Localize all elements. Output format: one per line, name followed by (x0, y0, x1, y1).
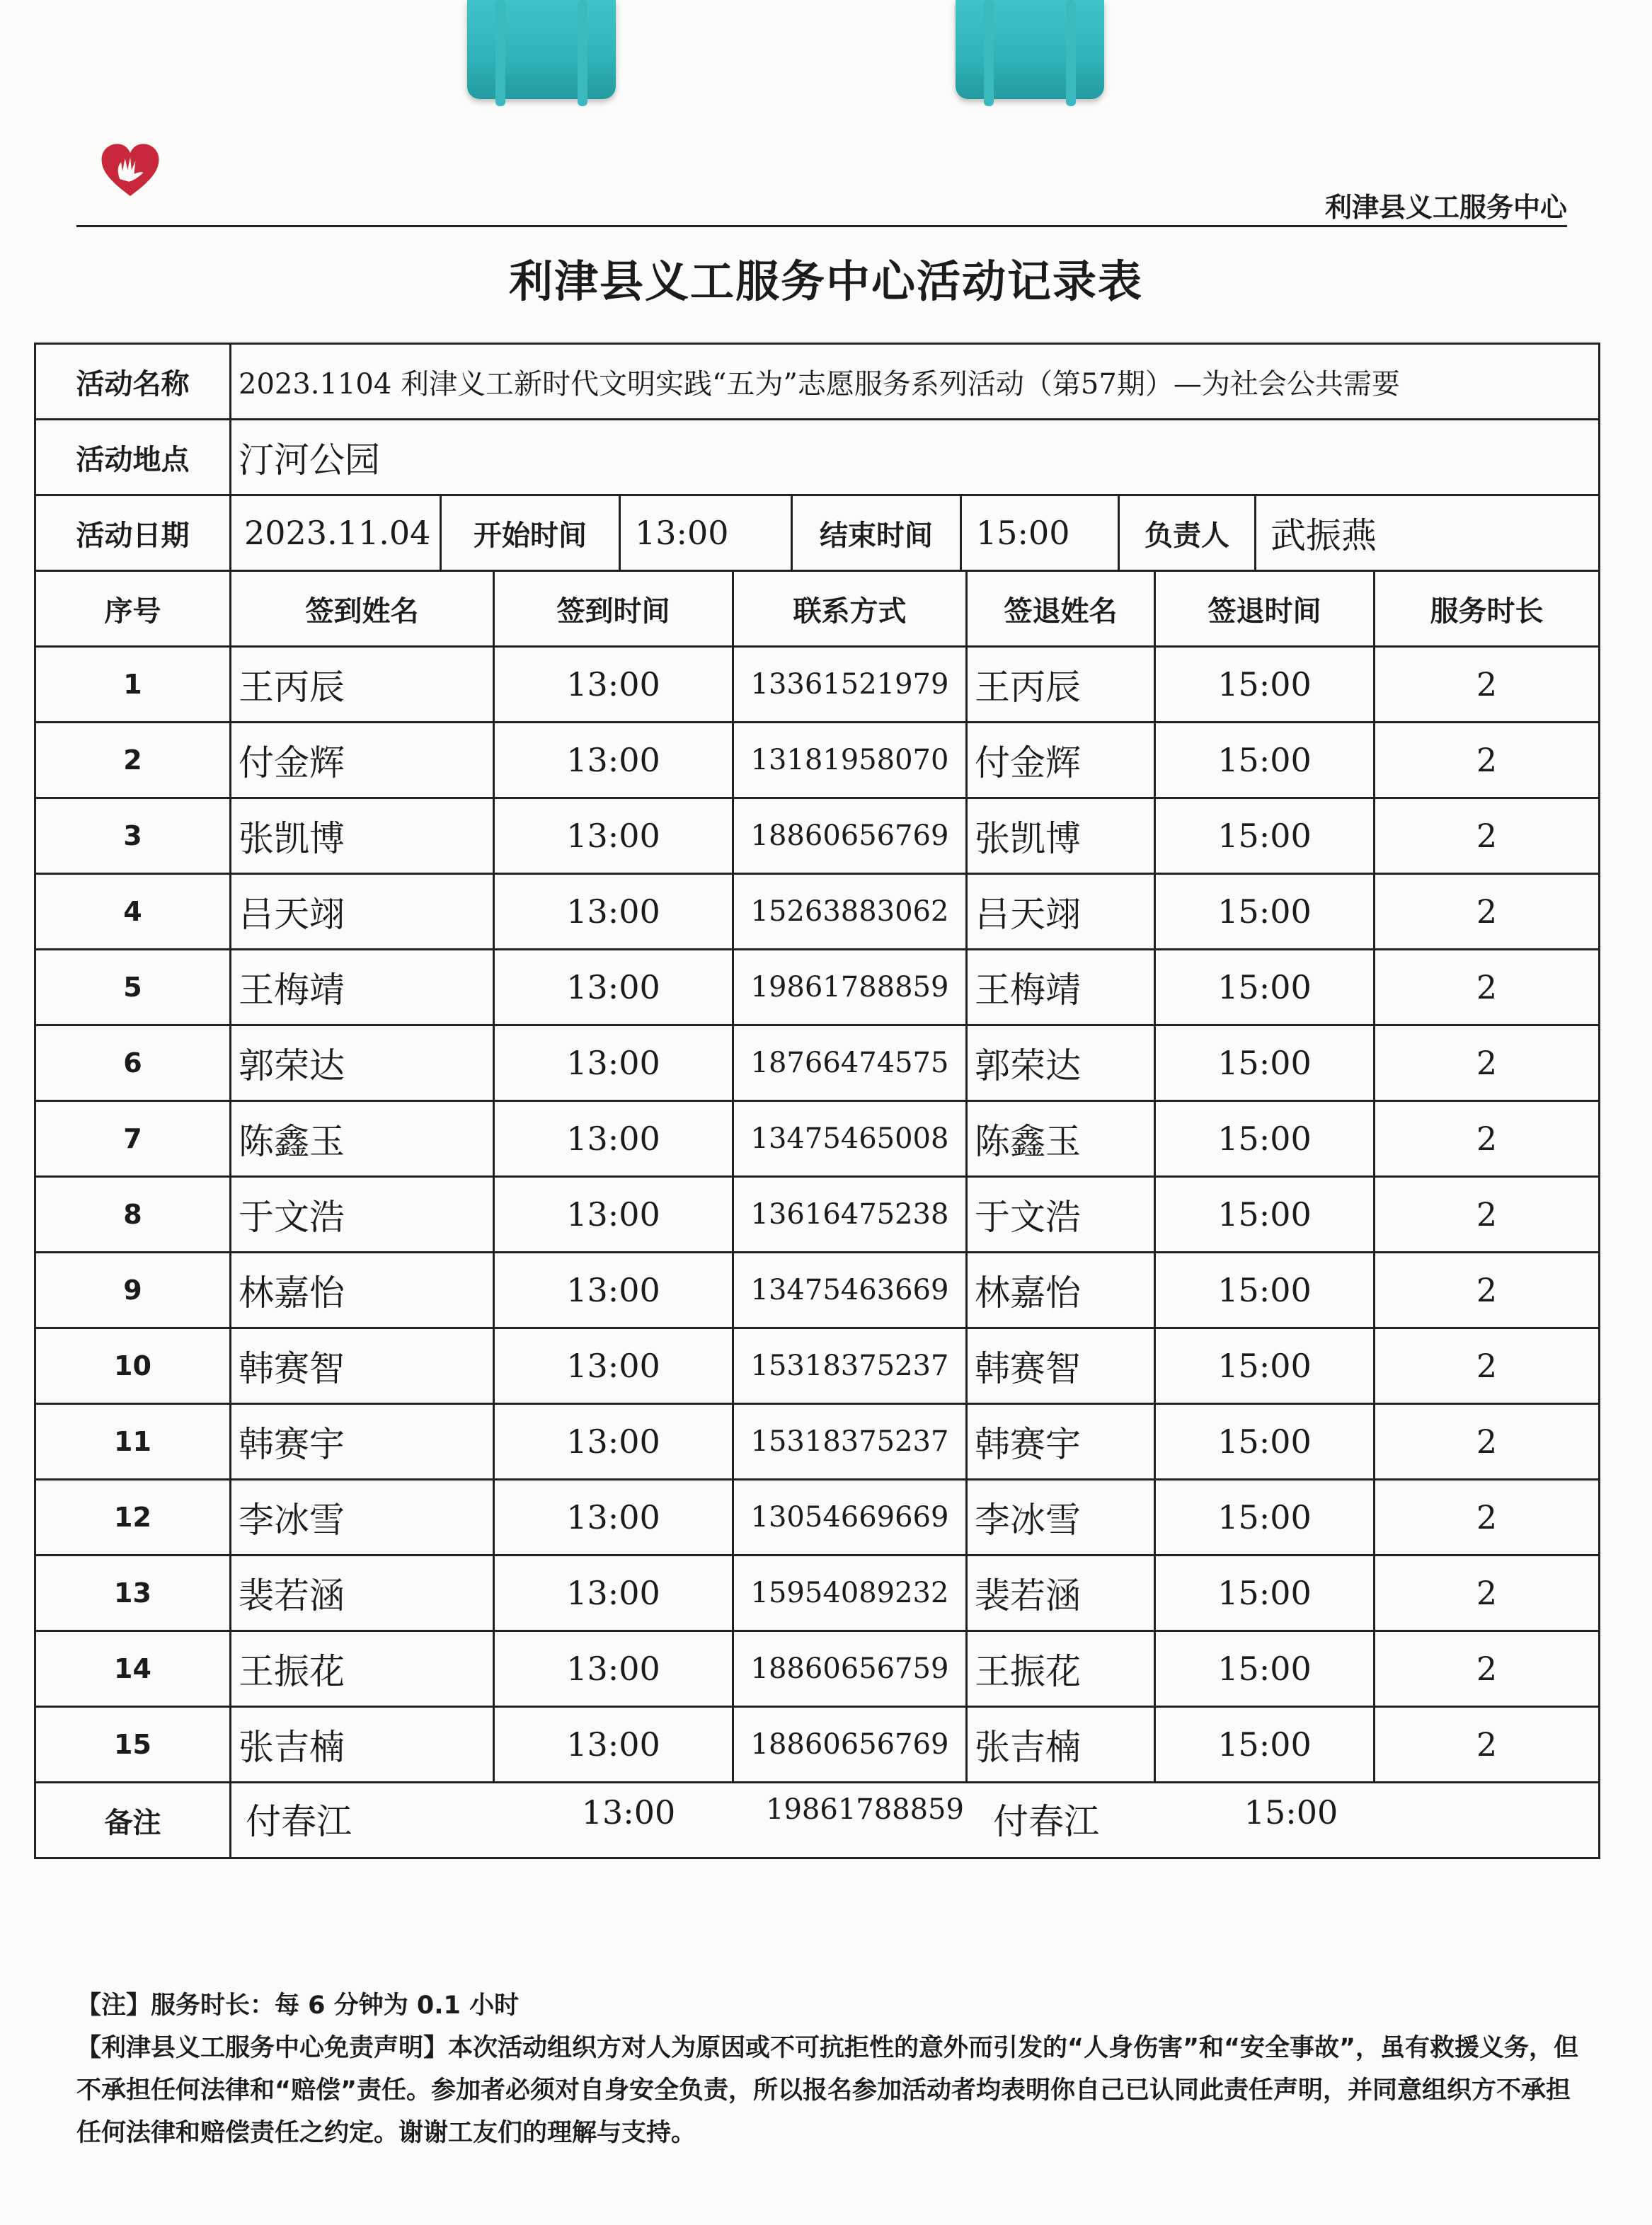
leader-value: 武振燕 (1254, 496, 1598, 570)
activity-name-label: 活动名称 (35, 344, 231, 420)
sign-in-name: 付金辉 (231, 723, 494, 798)
contact-phone: 18860656759 (733, 1631, 967, 1707)
table-row (35, 1101, 1600, 1177)
remark-out-name: 付春江 (993, 1801, 1099, 1842)
service-hours: 2 (1375, 950, 1600, 1025)
activity-record-table (34, 343, 1600, 1859)
sign-in-name: 王振花 (231, 1631, 494, 1707)
footer-notes (76, 1984, 1584, 2154)
sign-out-time: 15:00 (1155, 1556, 1375, 1631)
sign-out-time: 15:00 (1155, 874, 1375, 950)
row-number: 14 (35, 1631, 231, 1707)
sign-in-name: 裴若涵 (231, 1556, 494, 1631)
sign-in-time: 13:00 (494, 1631, 733, 1707)
service-hours: 2 (1375, 1025, 1600, 1101)
service-hours: 2 (1375, 1404, 1600, 1480)
sign-in-name: 王梅靖 (231, 950, 494, 1025)
sign-out-name: 王振花 (967, 1631, 1155, 1707)
table-row (35, 1631, 1600, 1707)
service-hours: 2 (1375, 1177, 1600, 1253)
row-number: 2 (35, 723, 231, 798)
sign-out-time: 15:00 (1155, 1177, 1375, 1253)
header-divider (76, 225, 1567, 227)
sign-out-name: 付金辉 (967, 723, 1155, 798)
sign-out-name: 韩赛宇 (967, 1404, 1155, 1480)
column-header: 签到姓名 (231, 571, 494, 647)
contact-phone: 13361521979 (733, 647, 967, 723)
table-row (35, 798, 1600, 874)
table-row (35, 647, 1600, 723)
contact-phone: 13475463669 (733, 1253, 967, 1328)
row-number: 10 (35, 1328, 231, 1404)
sign-in-name: 林嘉怡 (231, 1253, 494, 1328)
service-hours: 2 (1375, 1253, 1600, 1328)
column-header: 序号 (35, 571, 231, 647)
contact-phone: 18766474575 (733, 1025, 967, 1101)
sign-in-time: 13:00 (494, 950, 733, 1025)
table-row (35, 1480, 1600, 1556)
binder-clip-icon (467, 0, 616, 99)
contact-phone: 15318375237 (733, 1404, 967, 1480)
table-row (35, 1707, 1600, 1783)
service-hours: 2 (1375, 1707, 1600, 1783)
table-row (35, 1025, 1600, 1101)
end-time-value: 15:00 (960, 496, 1118, 570)
sign-out-time: 15:00 (1155, 1025, 1375, 1101)
row-number: 7 (35, 1101, 231, 1177)
table-row (35, 1253, 1600, 1328)
remark-in-time: 13:00 (581, 1793, 676, 1832)
sign-in-name: 张吉楠 (231, 1707, 494, 1783)
remark-out-time: 15:00 (1244, 1793, 1338, 1832)
column-header: 联系方式 (733, 571, 967, 647)
sign-in-time: 13:00 (494, 1707, 733, 1783)
service-hours: 2 (1375, 1328, 1600, 1404)
sign-out-name: 于文浩 (967, 1177, 1155, 1253)
sign-in-time: 13:00 (494, 798, 733, 874)
column-header: 签退姓名 (967, 571, 1155, 647)
table-row (35, 1556, 1600, 1631)
sign-out-time: 15:00 (1155, 723, 1375, 798)
row-number: 9 (35, 1253, 231, 1328)
table-row (35, 1404, 1600, 1480)
service-hours: 2 (1375, 723, 1600, 798)
sign-in-name: 张凯博 (231, 798, 494, 874)
table-row (35, 874, 1600, 950)
column-header: 签到时间 (494, 571, 733, 647)
service-hours: 2 (1375, 1556, 1600, 1631)
disclaimer-text: 【利津县义工服务中心免责声明】本次活动组织方对人为原因或不可抗拒性的意外而引发的“人身伤害”和“安全事故”，虽有救援义务，但不承担任何法律和“赔偿”责任。参加者必须对自身安全负责，所以报名参加活动者均表明你自己已认同此责任声明，并同意组织方不承担任何法律和赔偿责任之约定。谢谢工友们的理解与支持。 (76, 2034, 1579, 2147)
sign-in-time: 13:00 (494, 723, 733, 798)
sign-in-time: 13:00 (494, 874, 733, 950)
sign-in-time: 13:00 (494, 1404, 733, 1480)
sign-out-name: 张凯博 (967, 798, 1155, 874)
sign-in-name: 李冰雪 (231, 1480, 494, 1556)
sign-out-name: 吕天翊 (967, 874, 1155, 950)
contact-phone: 15263883062 (733, 874, 967, 950)
sign-out-time: 15:00 (1155, 1480, 1375, 1556)
row-number: 5 (35, 950, 231, 1025)
service-hours: 2 (1375, 874, 1600, 950)
row-number: 3 (35, 798, 231, 874)
sign-in-name: 王丙辰 (231, 647, 494, 723)
row-number: 4 (35, 874, 231, 950)
sign-in-name: 陈鑫玉 (231, 1101, 494, 1177)
sign-out-name: 王丙辰 (967, 647, 1155, 723)
activity-place-value: 汀河公园 (231, 420, 1600, 495)
sign-out-name: 王梅靖 (967, 950, 1155, 1025)
sign-out-time: 15:00 (1155, 1707, 1375, 1783)
sign-out-name: 林嘉怡 (967, 1253, 1155, 1328)
heart-hand-logo-icon (98, 139, 163, 204)
sign-in-time: 13:00 (494, 1328, 733, 1404)
sign-in-time: 13:00 (494, 1556, 733, 1631)
sign-in-name: 韩赛宇 (231, 1404, 494, 1480)
row-number: 12 (35, 1480, 231, 1556)
contact-phone: 19861788859 (733, 950, 967, 1025)
sign-out-time: 15:00 (1155, 798, 1375, 874)
row-number: 8 (35, 1177, 231, 1253)
leader-label: 负责人 (1118, 496, 1254, 570)
sign-in-time: 13:00 (494, 647, 733, 723)
sign-in-time: 13:00 (494, 1480, 733, 1556)
table-row (35, 723, 1600, 798)
sign-out-name: 韩赛智 (967, 1328, 1155, 1404)
start-time-label: 开始时间 (440, 496, 619, 570)
table-row (35, 1328, 1600, 1404)
sign-out-time: 15:00 (1155, 647, 1375, 723)
sign-out-name: 李冰雪 (967, 1480, 1155, 1556)
service-hours-note: 【注】服务时长：每 6 分钟为 0.1 小时 (76, 1991, 520, 2020)
contact-phone: 13181958070 (733, 723, 967, 798)
sign-out-name: 陈鑫玉 (967, 1101, 1155, 1177)
service-hours: 2 (1375, 1480, 1600, 1556)
service-hours: 2 (1375, 647, 1600, 723)
service-hours: 2 (1375, 1101, 1600, 1177)
row-number: 11 (35, 1404, 231, 1480)
org-header: 利津县义工服务中心 (1324, 192, 1567, 223)
activity-name-value: 2023.1104 利津义工新时代文明实践“五为”志愿服务系列活动（第57期）—为社会公共需要 (231, 344, 1600, 420)
contact-phone: 15318375237 (733, 1328, 967, 1404)
table-row (35, 950, 1600, 1025)
sign-out-time: 15:00 (1155, 1631, 1375, 1707)
remark-phone: 19861788859 (766, 1793, 964, 1826)
sign-out-time: 15:00 (1155, 1404, 1375, 1480)
binder-clip-icon (956, 0, 1104, 99)
column-header: 签退时间 (1155, 571, 1375, 647)
contact-phone: 13054669669 (733, 1480, 967, 1556)
table-row (35, 1177, 1600, 1253)
service-hours: 2 (1375, 1631, 1600, 1707)
sign-out-time: 15:00 (1155, 1253, 1375, 1328)
column-header: 服务时长 (1375, 571, 1600, 647)
remark-cell (231, 1783, 1600, 1858)
activity-date-label: 活动日期 (35, 495, 231, 571)
sign-in-time: 13:00 (494, 1025, 733, 1101)
contact-phone: 18860656769 (733, 798, 967, 874)
remark-label: 备注 (35, 1783, 231, 1858)
contact-phone: 13475465008 (733, 1101, 967, 1177)
row-number: 13 (35, 1556, 231, 1631)
page-title: 利津县义工服务中心活动记录表 (508, 255, 1143, 307)
row-number: 6 (35, 1025, 231, 1101)
sign-out-name: 张吉楠 (967, 1707, 1155, 1783)
sign-in-name: 吕天翊 (231, 874, 494, 950)
end-time-label: 结束时间 (791, 496, 960, 570)
sign-in-name: 郭荣达 (231, 1025, 494, 1101)
activity-date-value: 2023.11.04 (244, 514, 431, 552)
service-hours: 2 (1375, 798, 1600, 874)
sign-out-time: 15:00 (1155, 1101, 1375, 1177)
contact-phone: 15954089232 (733, 1556, 967, 1631)
sign-in-name: 韩赛智 (231, 1328, 494, 1404)
sign-out-time: 15:00 (1155, 1328, 1375, 1404)
sign-out-time: 15:00 (1155, 950, 1375, 1025)
row-number: 1 (35, 647, 231, 723)
start-time-value: 13:00 (619, 496, 791, 570)
contact-phone: 13616475238 (733, 1177, 967, 1253)
sign-out-name: 裴若涵 (967, 1556, 1155, 1631)
sign-in-time: 13:00 (494, 1253, 733, 1328)
sign-in-name: 于文浩 (231, 1177, 494, 1253)
contact-phone: 18860656769 (733, 1707, 967, 1783)
sign-in-time: 13:00 (494, 1177, 733, 1253)
activity-place-label: 活动地点 (35, 420, 231, 495)
activity-time-row (231, 495, 1600, 571)
sign-out-name: 郭荣达 (967, 1025, 1155, 1101)
remark-in-name: 付春江 (246, 1801, 352, 1842)
sign-in-time: 13:00 (494, 1101, 733, 1177)
row-number: 15 (35, 1707, 231, 1783)
